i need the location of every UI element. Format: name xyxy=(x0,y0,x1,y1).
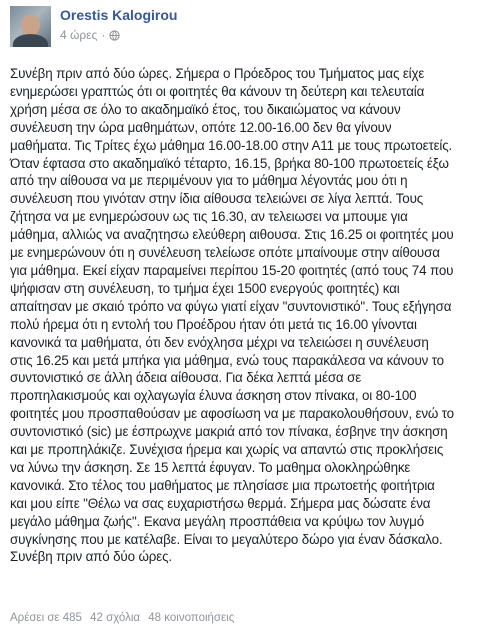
post-text-line: πολύ ήρεμα ότι η εντολή του Προέδρου ήταν ότι μετά τις 16.00 γίνονται xyxy=(10,316,417,332)
post-footer xyxy=(10,612,239,624)
post-text-line: να λύνω την άσκηση. Σε 15 λεπτά έφυγαν. Το μαθημα ολοκληρώθηκε xyxy=(10,459,411,475)
post-text-line: ψήφισαν στη συνέλευση, το τμήμα έχει 1500 ενεργούς φοιτητές) και xyxy=(10,280,400,296)
post-text-line: Συνέβη πριν από δύο ώρες. Σήμερα ο Πρόεδρος του Τμήματος μας είχε xyxy=(10,66,425,81)
comments-count[interactable]: 42 σχόλια xyxy=(90,612,141,624)
post-text-line: ζήτησα να με ενημερώσουν ως τις 16.30, αν τελειωσει να μπουμε για xyxy=(10,209,408,225)
post-text-line: μάθημα, αλλιώς να αναζητησω ελεύθερη αιθουσα. Στις 16.25 οι φοιτητές μου xyxy=(10,227,454,243)
post-text-line: στις 16.25 και μετά μπήκα για μάθημα, ενώ τους παρακάλεσα να κάνουν το xyxy=(10,352,444,368)
post-text-line: και μου είπε "Θέλω να σας ευχαριστήσω θερμά. Σήμερα μας δώσατε ένα xyxy=(10,495,431,511)
post-text-line: για μάθημα. Εκεί είχαν παραμείνει περίπου 15-20 φοιτητές (από τους 74 που xyxy=(10,262,454,278)
shares-count[interactable]: 48 κοινοποιήσεις xyxy=(148,612,235,624)
avatar-shoulders-shape xyxy=(13,34,48,47)
post-body xyxy=(10,65,486,566)
post-header xyxy=(10,6,480,54)
post-text-line: μεγάλο μάθημα ζωής". Εκανα μεγάλη προσπάθεια να κρύψω τον λυγμό xyxy=(10,513,425,529)
post-text-line: κανονικά τα μαθήματα, ότι δεν ενόχλησα μέχρι να τελειώσει η συνέλευση xyxy=(10,334,429,350)
post-text-line: Συνέβη πριν από δύο ώρες. xyxy=(10,549,172,565)
post-text-line: μαθήματα. Τις Τρίτες έχω μάθημα 16.00-18.00 στην Α11 με τους πρωτοετείς. xyxy=(10,137,453,153)
post-meta xyxy=(60,28,120,42)
post-timestamp[interactable]: 4 ώρες xyxy=(60,28,98,42)
post-text-line: ενημερώσει γραπτώς ότι οι φοιτητές θα κάνουν τη δεύτερη και τελευταία xyxy=(10,83,425,99)
avatar[interactable] xyxy=(10,6,51,47)
post-text-line: συντονιστικό (sic) με έσπρωχνε μακριά από τον πίνακα, έσβηνε την άσκηση xyxy=(10,424,448,440)
globe-icon[interactable] xyxy=(109,30,120,41)
post-text-line: συνέλευση που γινόταν στην ίδια αίθουσα τελειώνει σε λίγα λεπτά. Τους xyxy=(10,191,424,207)
avatar-head-shape xyxy=(21,14,40,36)
post-text-line: και με προπηλάκιζε. Συνέχισα ήρεμα και χωρίς να απαντώ στις προκλήσεις xyxy=(10,442,444,458)
post-text-line: φοιτητές μου προσπαθούσαν με αφοσίωση να με παρακολουθήσουν, ενώ το xyxy=(10,406,454,422)
post-text-line: από την αίθουσα να με περιμένουν για το μάθημα λέγοντάς μου ότι η xyxy=(10,173,408,189)
post-text-line: με ενημερώνουν ότι η συνέλευση τελείωσε οπότε μπαίνουμε στην αίθουσα xyxy=(10,245,440,261)
post-text-line: χρήση μέσα σε όλο το ακαδημαϊκό έτος, του δικαιώματος να κάνουν xyxy=(10,101,401,117)
post-text-line: συγκίνησης που με κατέλαβε. Είναι το μεγαλύτερο δώρο για έναν δάσκαλο. xyxy=(10,531,443,547)
post-text-line: απαίτησαν με σκαιό τρόπο να φύγω γιατί είχαν "συντονιστικό". Τους εξήγησα xyxy=(10,298,452,314)
reactions-count[interactable]: Αρέσει σε 485 xyxy=(10,612,82,624)
author-name[interactable]: Orestis Kalogirou xyxy=(60,7,178,23)
post-text-line: συνέλευση την ώρα μαθημάτων, οπότε 12.00-16.00 δεν θα γίνουν xyxy=(10,119,392,135)
meta-separator: · xyxy=(101,28,106,42)
post-text-line: συντονιστικό σε άλλη άδεια αίθουσα. Για δέκα λεπτά μέσα σε xyxy=(10,370,362,386)
post-text-line: κανονικά. Στο τέλος του μαθήματος με πλησίασε μια πρωτοετής φοιτήτρια xyxy=(10,477,435,493)
post-text-line: προπηλακισμούς και οχλαγωγία έλυνα άσκηση στον πίνακα, οι 80-100 xyxy=(10,388,417,404)
post-text-line: Όταν έφτασα στο ακαδημαϊκό τέταρτο, 16.15, βρήκα 80-100 πρωτοετείς έξω xyxy=(10,155,449,171)
